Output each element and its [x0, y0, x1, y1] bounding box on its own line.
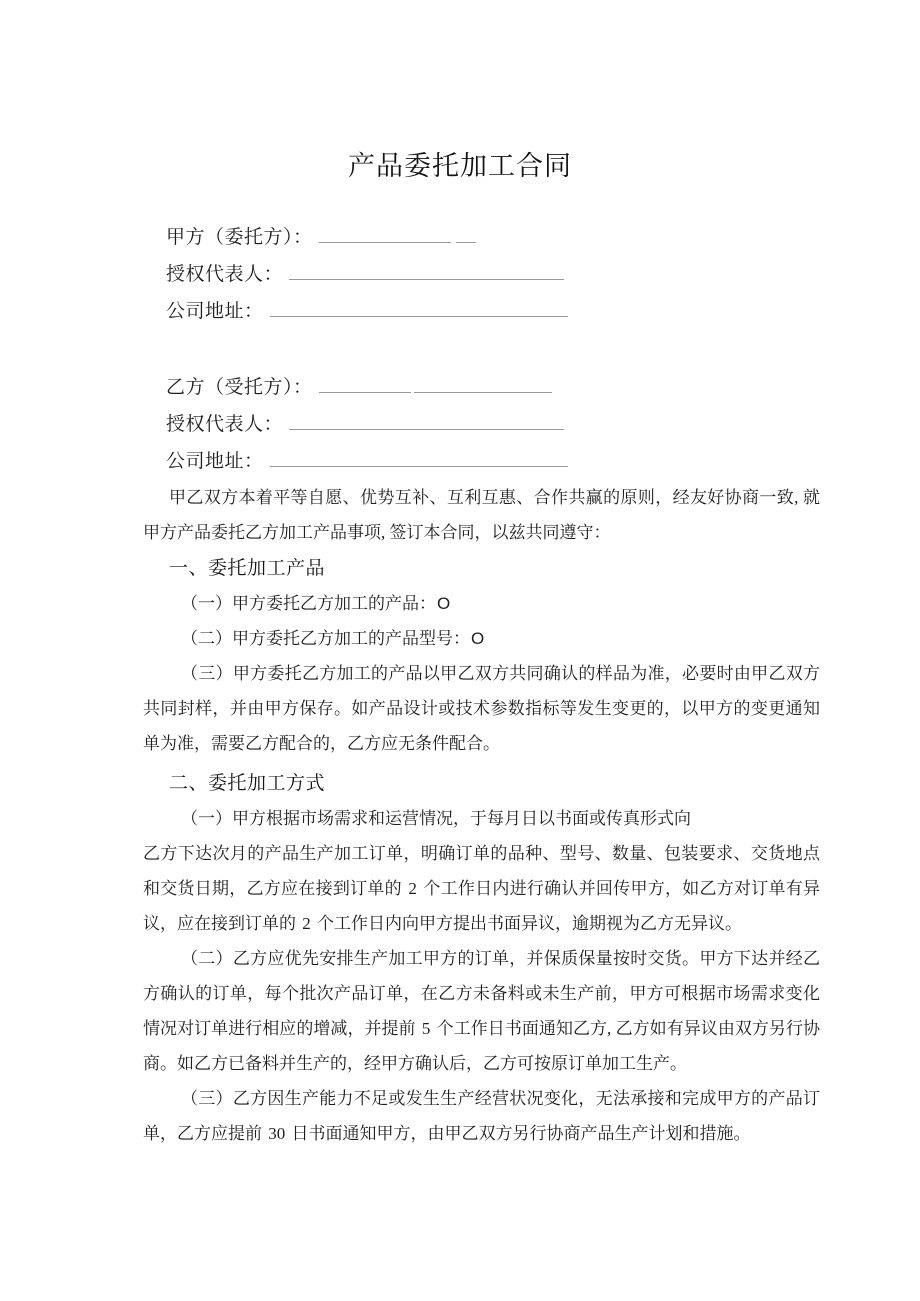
blank-underline-extra[interactable] [414, 378, 552, 393]
clause-1-2 [143, 621, 820, 656]
clause-placeholder: O [437, 594, 451, 613]
field-label: 授权代表人： [166, 264, 284, 285]
blank-underline[interactable] [289, 415, 564, 430]
clause-placeholder: O [471, 629, 485, 648]
field-party-a-name [166, 224, 786, 261]
section-heading-2: 二、委托加工方式 [169, 773, 326, 794]
clause-number: 5 [421, 1019, 431, 1038]
blank-underline-extra[interactable] [456, 228, 476, 243]
clause-text: （二）甲方委托乙方加工的产品型号： [181, 629, 470, 648]
blank-underline[interactable] [289, 265, 564, 280]
clause-text-part2: 日书面通知甲方，由甲乙双方另行协商产品生产计划和措施。 [287, 1124, 751, 1143]
field-label: 乙方（受托方）： [166, 377, 313, 398]
blank-underline[interactable] [270, 302, 568, 317]
clause-text-part1: （二）乙方应优先安排生产加工甲方的订单，并保质保量按时交货。甲方下达并经乙方确认的订单，每个批次产品订单，在乙方未备料或未生产前，甲方可根据市场需求变化情况对订单进行相应的增减，并提前 [143, 949, 820, 1038]
blank-underline[interactable] [270, 452, 568, 467]
clause-text-part2: 个工作日书面通知乙方, 乙方如有异议由双方另行协商。如乙方已备料并生产的，经甲方确认后，乙方可按原订单加工生产。 [143, 1019, 821, 1073]
section-heading-1: 一、委托加工产品 [169, 558, 326, 579]
clause-text-part4: 个工作日内向甲方提出书面异议，逾期视为乙方无异议。 [312, 914, 742, 933]
clause-number: 2 [408, 879, 417, 898]
field-party-b-name [166, 374, 786, 411]
clause-2-3 [143, 1081, 820, 1151]
party-a-block [166, 224, 786, 335]
field-party-a-representative [166, 261, 786, 298]
clause-1-1 [143, 586, 820, 621]
clause-number: 2 [302, 914, 311, 933]
clause-text-part2: 乙方下达次月的产品生产加工订单，明确订单的品种、型号、数量、包装要求、交货地点和交货日期，乙方应在接到订单的 [143, 844, 820, 898]
clause-text: （一）甲方委托乙方加工的产品： [181, 594, 436, 613]
field-label: 授权代表人： [166, 414, 284, 435]
preamble-paragraph: 甲乙双方本着平等自愿、优势互补、互利互惠、合作共赢的原则，经友好协商一致, 就甲方产品委托乙方加工产品事项, 签订本合同，以兹共同遵守： [143, 488, 820, 542]
field-label: 公司地址： [166, 301, 264, 322]
field-label: 公司地址： [166, 451, 264, 472]
blank-underline[interactable] [319, 228, 451, 243]
field-party-b-representative [166, 411, 786, 448]
clause-1-3: （三）甲方委托乙方加工的产品以甲乙双方共同确认的样品为准，必要时由甲乙双方共同封样，并由甲方保存。如产品设计或技术参数指标等发生变更的，以甲方的变更通知单为准，需要乙方配合的，乙方应无条件配合。 [143, 664, 820, 753]
field-party-a-address [166, 298, 786, 335]
clause-text-part1: （一）甲方根据市场需求和运营情况，于每月日以书面或传真形式向 [181, 809, 691, 828]
clause-2-2 [143, 941, 820, 1081]
clause-text-part3: 个工作日内进行确认并回传甲方，如乙方对订单有异议，应在接到订单的 [143, 879, 821, 933]
blank-underline[interactable] [319, 378, 411, 393]
clause-number: 30 [268, 1124, 286, 1143]
clause-text-part1: （三）乙方因生产能力不足或发生生产经营状况变化，无法承接和完成甲方的产品订单，乙方应提前 [143, 1089, 820, 1143]
clause-2-1 [143, 801, 820, 941]
page-title: 产品委托加工合同 [348, 151, 572, 181]
party-b-block [166, 374, 786, 485]
field-label: 甲方（委托方）： [166, 227, 313, 248]
